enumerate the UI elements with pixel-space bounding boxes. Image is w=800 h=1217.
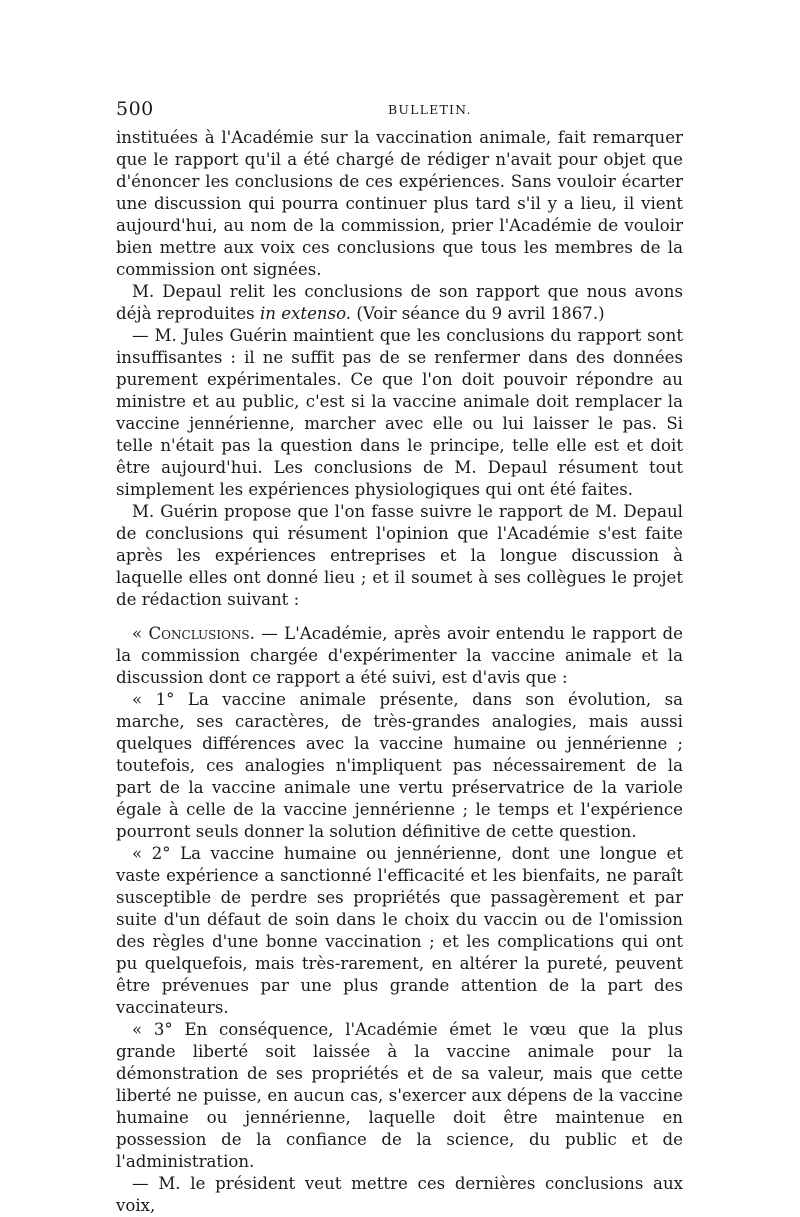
conclusion-3: « 3° En conséquence, l'Académie émet le vœu que la plus grande liberté soit laissée à la vaccine animale pour la démonstration de ses propriétés et de sa valeur, mais que cette liberté ne puisse, en aucun cas, s'exercer aux dépens de la vaccine humaine ou jennérienne, laquelle doit être maintenue en possession de la confiance de la science, du public et de l'administration. <box>116 1020 683 1171</box>
conclusion-2: « 2° La vaccine humaine ou jennérienne, dont une longue et vaste expérience a sanctionné l'efficacité et les bienfaits, ne paraît susceptible de perdre ses propriétés que passagèrement et par suite d'un défaut de soin dans le choix du vaccin ou de l'omission des règles d'une bonne vaccination ; et les complications qui ont pu quelquefois, mais très-rarement, en altérer la pureté, peuvent être prévenues par une plus grande attention de la part des vaccinateurs. <box>116 844 683 1017</box>
paragraph-depaul: M. Depaul relit les conclusions de son rapport que nous avons déjà reproduites in extenso. (Voir séance du 9 avril 1867.) <box>116 282 683 323</box>
body-text <box>116 127 683 1217</box>
paragraph-continuation: instituées à l'Académie sur la vaccination animale, fait remarquer que le rapport qu'il a été chargé de rédiger n'avait pour objet que d'énoncer les conclusions de ces expériences. Sans vouloir écarter une discussion qui pourra continuer plus tard s'il y a lieu, il vient aujourd'hui, au nom de la commission, prier l'Académie de vouloir bien mettre aux voix ces conclusions que tous les membres de la commission ont signées. <box>116 128 683 279</box>
italic-phrase: in extenso. <box>259 304 352 323</box>
paragraph-guerin-1: — M. Jules Guérin maintient que les conclusions du rapport sont insuffisantes : il ne suffit pas de se renfermer dans des données purement expérimentales. Ce que l'on doit pouvoir répondre au ministre et au public, c'est si la vaccine animale doit remplacer la vaccine jennérienne, marcher avec elle ou lui laisser le pas. Si telle n'était pas la question dans le principe, telle elle est et doit être aujourd'hui. Les conclusions de M. Depaul résument tout simplement les expériences physiologiques qui ont été faites. <box>116 326 683 499</box>
paragraph-president: — M. le président veut mettre ces dernières conclusions aux voix, <box>116 1174 683 1215</box>
conclusions-heading: Conclusions. <box>148 624 255 643</box>
page-number: 500 <box>116 98 154 120</box>
paragraph-guerin-2: M. Guérin propose que l'on fasse suivre le rapport de M. Depaul de conclusions qui résument l'opinion que l'Académie s'est faite après les expériences entreprises et la longue discussion à laquelle elles ont donné lieu ; et il soumet à ses collègues le projet de rédaction suivant : <box>116 502 683 609</box>
running-head: BULLETIN. <box>388 102 472 117</box>
conclusion-1: « 1° La vaccine animale présente, dans son évolution, sa marche, ses caractères, de très-grandes analogies, mais aussi quelques différences avec la vaccine humaine ou jennérienne ; toutefois, ces analogies n'impliquent pas nécessairement de la part de la vaccine animale une vertu préservatrice de la variole égale à celle de la vaccine jennérienne ; le temps et l'expérience pourront seuls donner la solution définitive de cette question. <box>116 690 683 841</box>
paragraph-conclusions-intro: « Conclusions. — L'Académie, après avoir entendu le rapport de la commission chargée d'expérimenter la vaccine animale et la discussion dont ce rapport a été suivi, est d'avis que : <box>116 624 683 687</box>
page-header <box>116 98 686 120</box>
